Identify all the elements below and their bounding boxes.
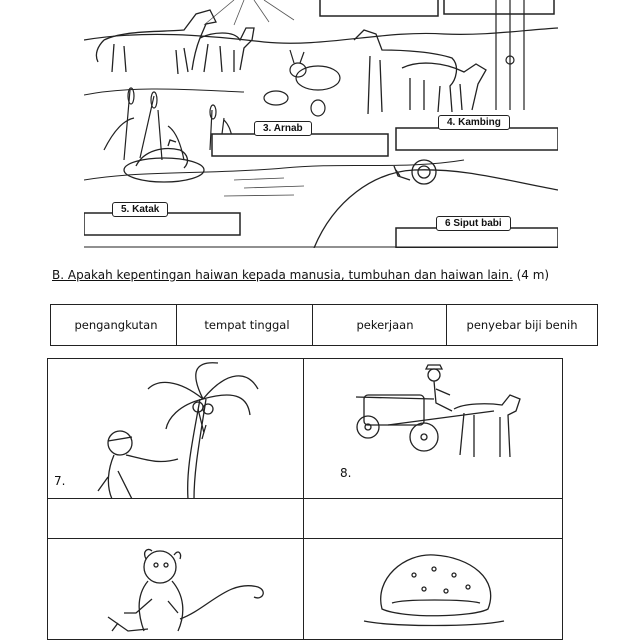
word-bank-item-2: tempat tinggal xyxy=(176,304,318,346)
picture-cell-10 xyxy=(303,538,563,640)
word-bank-item-4: penyebar biji benih xyxy=(446,304,598,346)
question-text: B. Apakah kepentingan haiwan kepada manusia, tumbuhan dan haiwan lain. xyxy=(52,268,513,282)
section-b-question xyxy=(52,268,549,282)
word-bank-item-3: pekerjaan xyxy=(312,304,458,346)
answer-cell-7[interactable] xyxy=(47,498,305,540)
label-siput-babi: 6 Siput babi xyxy=(436,216,511,231)
marks-text: (4 m) xyxy=(516,268,550,282)
answer-cell-8[interactable] xyxy=(303,498,563,540)
picture-cell-9 xyxy=(47,538,305,640)
word-bank-item-1: pengangkutan xyxy=(50,304,182,346)
label-kambing: 4. Kambing xyxy=(438,115,510,130)
monkey-eating-drawing xyxy=(48,539,304,639)
picture-cell-7 xyxy=(47,358,305,500)
item-number-7: 7. xyxy=(54,474,66,488)
label-katak: 5. Katak xyxy=(112,202,168,217)
seed-pod-drawing xyxy=(304,539,562,639)
monkey-picking-coconut-drawing xyxy=(48,359,304,499)
item-number-8: 8. xyxy=(340,466,352,480)
label-arnab: 3. Arnab xyxy=(254,121,312,136)
